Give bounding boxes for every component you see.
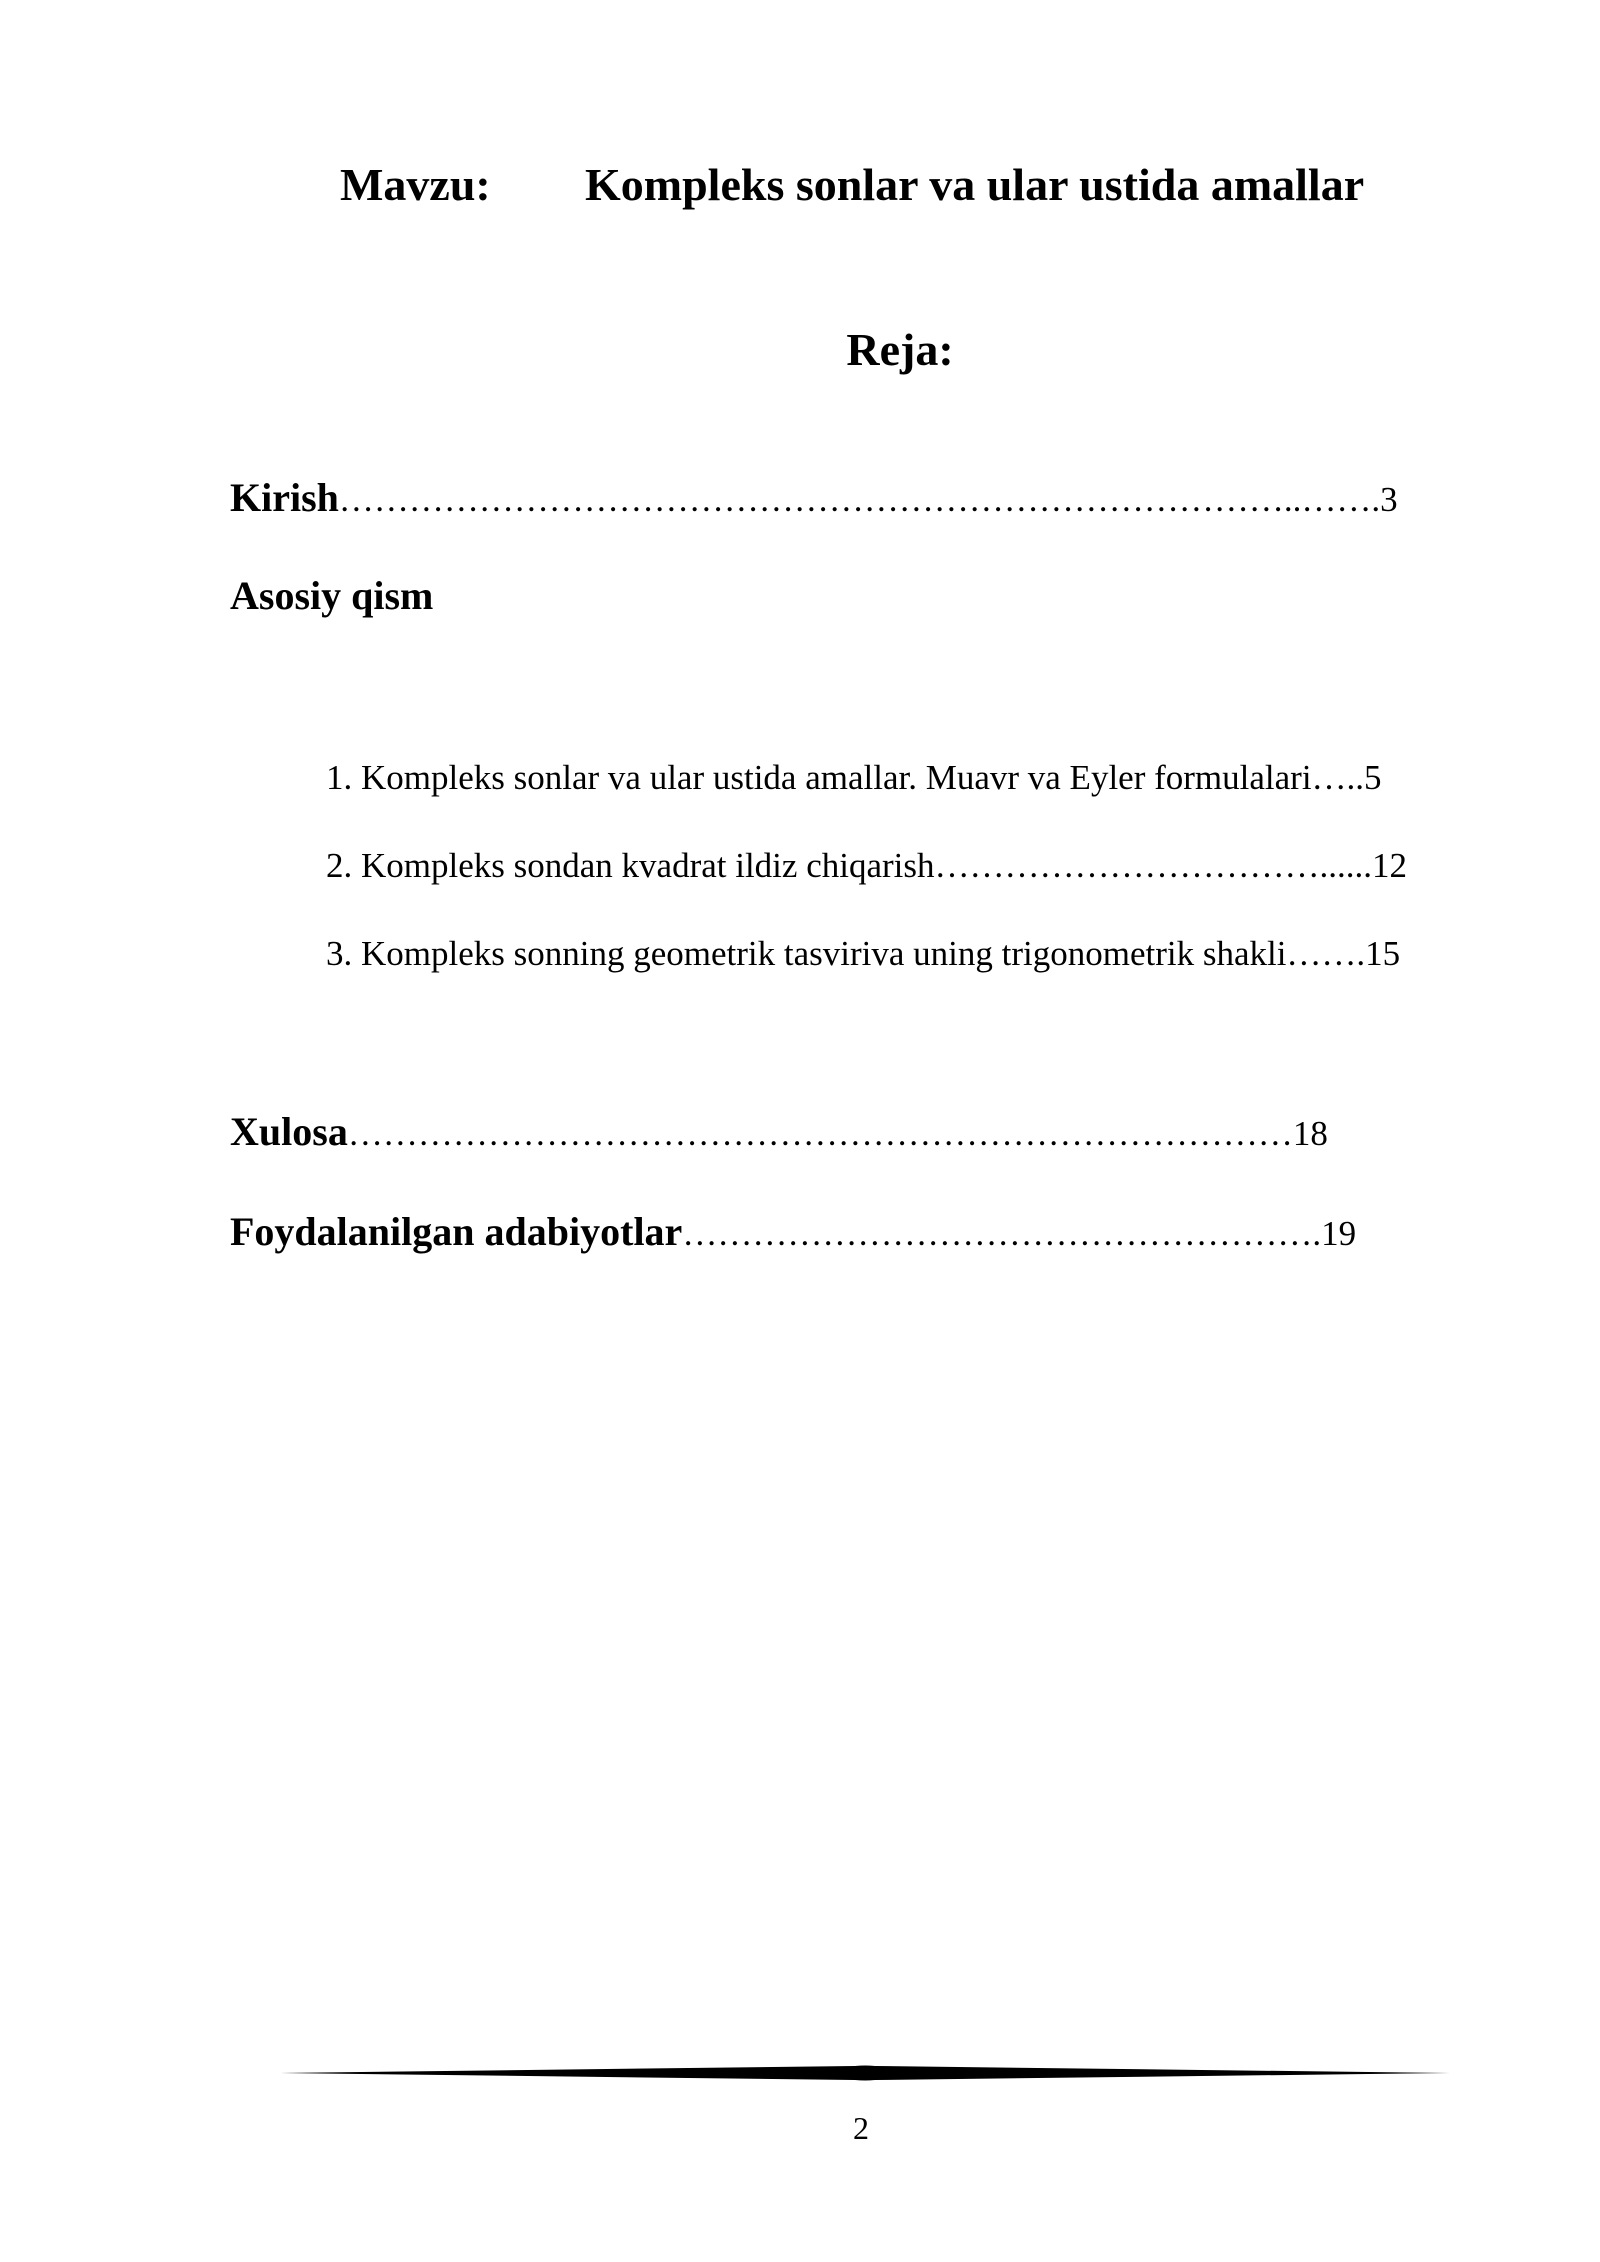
plan-heading: Reja: (846, 324, 954, 375)
toc-entry-references (230, 1202, 1356, 1271)
toc-intro-leader: ………………………………………………………………………..…… (338, 480, 1372, 519)
toc-references-page: 19 (1321, 1214, 1357, 1253)
title-label: Mavzu: (340, 159, 491, 210)
page-number: 2 (853, 2110, 869, 2146)
footer-divider (280, 2062, 1450, 2084)
toc-entry-intro (230, 468, 1398, 537)
toc-subsection-3: 3. Kompleks sonning geometrik tasviriva uning trigonometrik shakli…….15 (326, 934, 1401, 973)
toc-conclusion-leader: ……………………………………………………………………… (347, 1114, 1293, 1153)
document-title (0, 150, 1600, 220)
toc-intro-label: Kirish (230, 475, 339, 520)
toc-intro-page: .3 (1371, 480, 1398, 519)
toc-conclusion-page: 18 (1292, 1114, 1328, 1153)
toc-entry-main-part: Asosiy qism (230, 573, 434, 618)
toc-references-label: Foydalanilgan adabiyotlar (230, 1209, 683, 1254)
toc-subsection-1: 1. Kompleks sonlar va ular ustida amallar. Muavr va Eyler formulalari…..5 (326, 758, 1382, 797)
toc-entry-conclusion (230, 1102, 1328, 1171)
toc-conclusion-label: Xulosa (230, 1109, 348, 1154)
toc-subsection-2: 2. Kompleks sondan kvadrat ildiz chiqarish……………………………......12 (326, 846, 1407, 885)
title-text: Kompleks sonlar va ular ustida amallar (585, 159, 1365, 210)
toc-references-leader: ………………………………………………. (682, 1214, 1322, 1253)
